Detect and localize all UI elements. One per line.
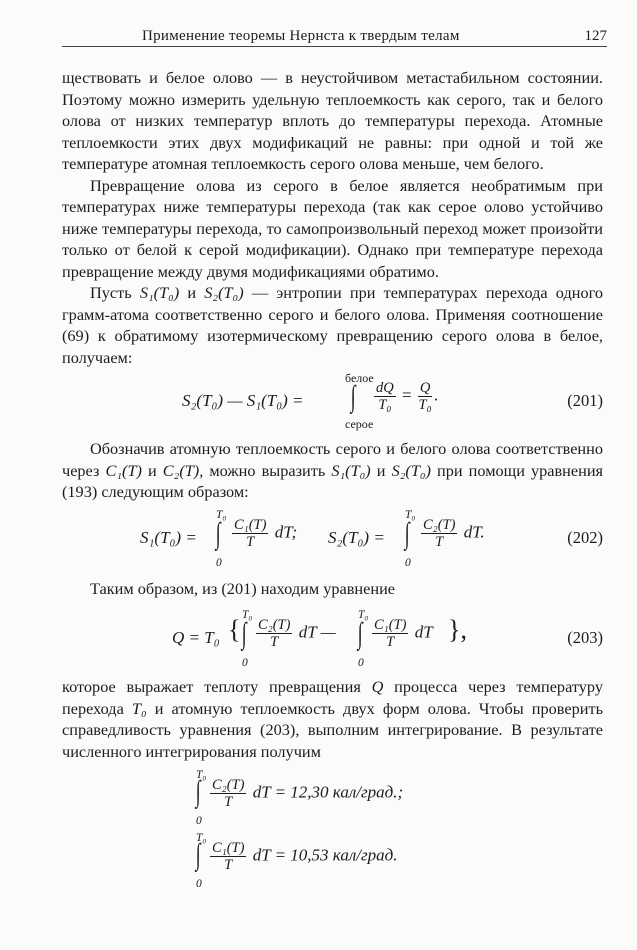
eq202-lower-2: 0 <box>405 557 411 569</box>
eq203-num2: C₁(T) <box>374 617 407 633</box>
left-brace: { <box>228 615 241 644</box>
eq203-integrand-2 <box>370 617 433 650</box>
eq202-integrand-2 <box>419 517 485 550</box>
res1-lower: 0 <box>196 815 202 827</box>
paragraph-6 <box>62 676 603 762</box>
eq203-lower-1: 0 <box>242 657 248 669</box>
text-block-3 <box>62 578 603 600</box>
eq201-num: dQ <box>376 380 394 396</box>
eq203-upper-1: T₀ <box>242 609 253 621</box>
p6-t0: T₀ <box>131 698 147 718</box>
equation-202 <box>62 505 603 575</box>
eq201-den2: T₀ <box>418 397 432 413</box>
res1-upper: T₀ <box>196 769 207 781</box>
res1-den: T <box>224 794 233 810</box>
text-block-1 <box>62 67 603 368</box>
p6-q: Q <box>371 677 384 696</box>
equation-203 <box>62 605 603 675</box>
integral-sign: ∫ <box>241 617 247 650</box>
eq203-num1: C₂(T) <box>258 617 291 633</box>
text-block-2 <box>62 438 603 503</box>
eq202-tail2: dT. <box>463 522 485 542</box>
eq203-tail1: dT — <box>298 622 336 642</box>
eq201-label: (201) <box>567 391 603 410</box>
eq201-den: T₀ <box>378 397 392 413</box>
text-block-4 <box>62 676 603 762</box>
p3-and: и <box>187 283 197 302</box>
p4-and: и <box>148 460 157 480</box>
p6-text-c: и атомную теплоемкость двух форм олова. Чтобы проверить справедливость уравнения (203), выполним интегрирование. В результате численного интегрирования получим <box>62 698 604 761</box>
p3-s2: S₂(T₀) <box>204 283 244 302</box>
p3-text-b: — энтропии при температурах перехода одного грамм-атома соответственно серого и белого олова. Применяя соотношение (69) к обратимому изотермическому превращению серого олова в белое, получаем: <box>62 283 604 367</box>
eq203-lower-2: 0 <box>358 657 364 669</box>
eq202-lower-1: 0 <box>216 557 222 569</box>
p4-c1: C₁(T) <box>105 460 142 480</box>
res2-upper: T₀ <box>196 832 207 844</box>
eq202-den1: T <box>246 534 255 550</box>
eq202-tail1: dT; <box>274 522 298 542</box>
page-number: 127 <box>584 28 607 44</box>
integral-sign: ∫ <box>195 838 201 871</box>
eq201-lhs: S₂(T₀) — S₁(T₀) = <box>182 391 304 410</box>
eq203-den2: T <box>386 634 395 650</box>
integral-sign: ∫ <box>357 617 363 650</box>
eq203-label: (203) <box>567 628 603 647</box>
p4-text-b: можно выразить <box>209 460 326 480</box>
running-header <box>62 22 607 47</box>
eq201-upper-limit: белое <box>345 371 374 385</box>
eq201-integrand: $\frac{dQ}{\text{T₀}}$ = $\frac{Q}{\text{T₀}}$ . <box>376 380 439 413</box>
eq202-num2: C₂(T) <box>423 517 456 533</box>
p3-s1: S₁(T₀) <box>139 283 180 302</box>
paragraph-2: Превращение олова из серого в белое является необратимым при температурах ниже температуры перехода (так как серое олово устойчиво ниже температуры перехода, то самопроизвольный переход может произойти только от белой к серой модификации). Однако при температуре перехода превращение между двумя модификациями обратимо. <box>62 175 603 281</box>
eq203-integrand-1 <box>254 617 336 650</box>
right-brace: }, <box>448 615 467 644</box>
res2-tail: dT = 10,53 кал/град. <box>252 845 398 865</box>
header-title: Применение теоремы Нернста к твердым телам <box>142 28 460 44</box>
eq202-integrand-1 <box>230 517 297 550</box>
res2-den: T <box>224 857 233 873</box>
res1-tail: dT = 12,30 кал/град.; <box>252 782 404 802</box>
p4-text-c: при помощи уравнения (193) следующим образом: <box>62 460 604 501</box>
paragraph-3 <box>62 282 603 368</box>
eq203-lhs: Q = T₀ <box>172 628 220 647</box>
integral-sign: ∫ <box>350 380 356 413</box>
eq202-den2: T <box>435 534 444 550</box>
res1-expression <box>208 777 403 810</box>
res2-lower: 0 <box>196 878 202 890</box>
eq201-end: . <box>434 385 439 405</box>
integral-sign: ∫ <box>195 775 201 808</box>
eq203-upper-2: T₀ <box>358 609 369 621</box>
eq202-upper-2: T₀ <box>405 509 416 521</box>
integral-sign: ∫ <box>215 517 221 550</box>
p4-c2: C₂(T), <box>162 460 204 480</box>
res2-expression <box>208 840 397 873</box>
eq201-num2: Q <box>419 380 431 396</box>
eq202-upper-1: T₀ <box>216 509 227 521</box>
res1-num: C₂(T) <box>212 777 245 793</box>
eq201-lower-limit: серое <box>345 417 374 431</box>
p4-s2: S₂(T₀) <box>391 460 431 480</box>
p4-s1: S₁(T₀) <box>331 460 371 480</box>
res2-num: C₁(T) <box>212 840 245 856</box>
p4-text-a: Обозначив атомную теплоемкость серого и белого олова соответственно через <box>62 439 603 480</box>
equation-201 <box>62 366 603 430</box>
result-2 <box>62 828 603 890</box>
eq203-tail2: dT <box>414 622 433 642</box>
p3-text-a: Пусть <box>90 283 132 302</box>
eq202-lhs1: S₁(T₀) = <box>140 528 197 547</box>
result-1 <box>62 765 603 827</box>
eq203-den1: T <box>270 634 279 650</box>
paragraph-1: ществовать и белое олово — в неустойчивом метастабильном состоянии. Поэтому можно измерить удельную теплоемкость как серого, так и белого олова от низких температур вплоть до температуры перехода. Атомные теплоемкости этих двух модификаций не равны: при одной и той же температуре атомная теплоемкость серого олова меньше, чем белого. <box>62 68 603 173</box>
eq202-label: (202) <box>567 528 603 547</box>
eq202-lhs2: S₂(T₀) = <box>328 528 385 547</box>
integral-sign: ∫ <box>404 517 410 550</box>
p6-text-b: процесса через температуру перехода <box>62 677 603 718</box>
paragraph-5: Таким образом, из (201) находим уравнение <box>90 579 396 598</box>
paragraph-4 <box>62 438 603 503</box>
p4-and2: и <box>376 460 386 480</box>
eq202-num1: C₁(T) <box>234 517 267 533</box>
p6-text-a: которое выражает теплоту превращения <box>62 677 361 696</box>
